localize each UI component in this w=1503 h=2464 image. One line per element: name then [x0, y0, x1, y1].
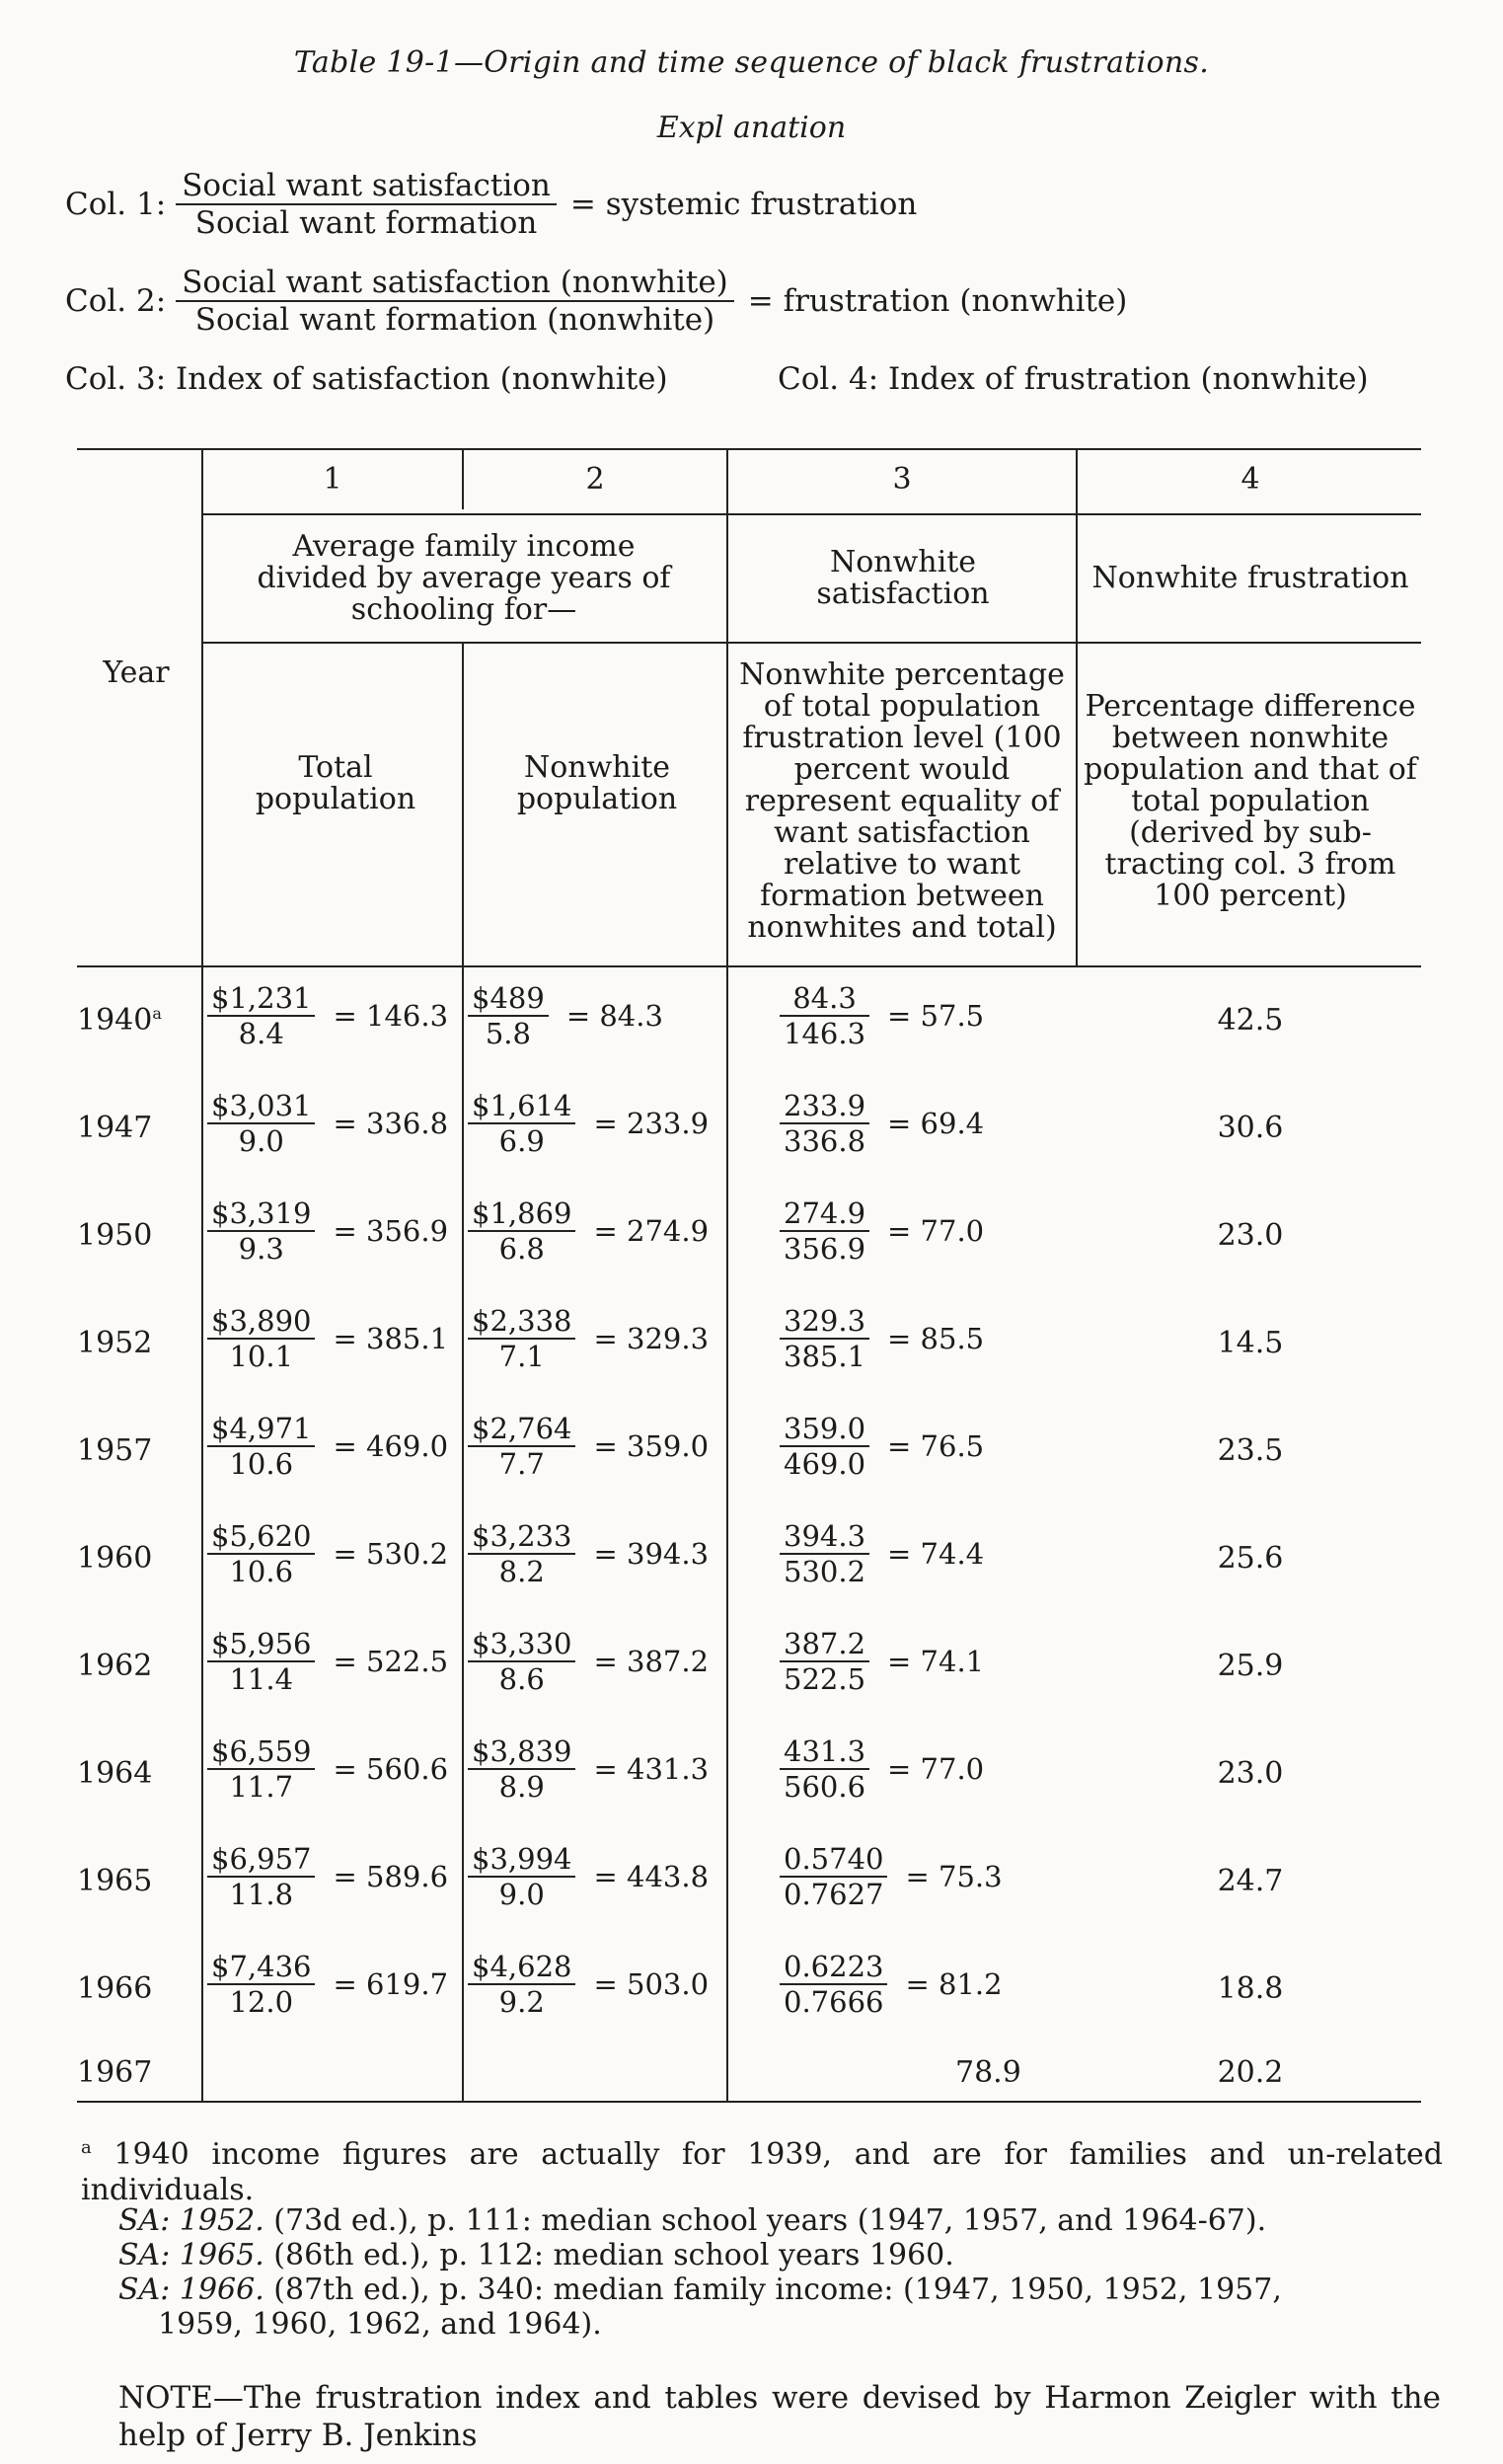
year-1967: 1967 [77, 2055, 153, 2090]
source-2 [118, 2238, 954, 2272]
col3-cell-numerator: 0.6223 [780, 1950, 887, 1985]
col3-cell-fraction [780, 981, 869, 1050]
col2-cell-numerator: $1,869 [468, 1196, 575, 1232]
col1-cell [207, 981, 448, 1050]
table-top-rule [77, 448, 1421, 450]
col1-cell-result: = 522.5 [333, 1645, 449, 1678]
col2-cell-fraction [468, 1196, 575, 1266]
header-year: Year [103, 655, 170, 690]
col2-cell-result: = 274.9 [593, 1214, 710, 1248]
col1-cell-fraction [207, 1734, 315, 1804]
explanation-col3: Col. 3: Index of satisfaction (nonwhite) [65, 361, 668, 397]
col3-cell-fraction [780, 1950, 887, 2019]
col3-cell-denominator: 0.7627 [784, 1878, 884, 1911]
col3-cell-denominator: 356.9 [784, 1232, 866, 1266]
source-3 [118, 2272, 1282, 2307]
col2-cell [468, 1734, 709, 1804]
col2-cell-result: = 387.2 [593, 1645, 710, 1678]
col3-cell-result: = 85.5 [887, 1322, 985, 1355]
source-1-text: (73d ed.), p. 111: median school years (1947, 1957, and 1964-67). [273, 2203, 1267, 2238]
col2-cell [468, 1089, 709, 1158]
col4-cell: 25.6 [1217, 1541, 1284, 1576]
col2-cell-denominator: 6.8 [498, 1232, 545, 1266]
col3-cell-numerator: 233.9 [780, 1089, 869, 1124]
col3-cell-result: = 57.5 [887, 999, 985, 1033]
col3-cell [780, 1842, 1003, 1911]
col2-cell-numerator: $489 [468, 981, 549, 1017]
col4-cell: 24.7 [1217, 1864, 1284, 1898]
year-value: 1952 [77, 1326, 153, 1360]
col3-cell-numerator: 274.9 [780, 1196, 869, 1232]
col3-cell-denominator: 560.6 [784, 1770, 866, 1804]
source-3-continued: 1959, 1960, 1962, and 1964). [158, 2307, 602, 2342]
col3-cell [780, 1519, 984, 1588]
col1-cell-numerator: $6,957 [207, 1842, 315, 1878]
col3-cell [780, 1734, 984, 1804]
source-2-text: (86th ed.), p. 112: median school years 1960. [273, 2238, 954, 2272]
col2-cell-fraction [468, 1089, 575, 1158]
footnote-a [81, 2130, 1443, 2208]
col2-cell-denominator: 6.9 [498, 1124, 545, 1158]
col1-cell-fraction [207, 1519, 315, 1588]
col2-cell [468, 1519, 709, 1588]
year-cell [77, 1218, 186, 1253]
col4-cell: 23.5 [1217, 1433, 1284, 1468]
source-3-text: (87th ed.), p. 340: median family income: (1947, 1950, 1952, 1957, [273, 2272, 1282, 2307]
col1-cell [207, 1734, 448, 1804]
col3-cell-denominator: 522.5 [784, 1662, 866, 1696]
col1-cell-numerator: $6,559 [207, 1734, 315, 1770]
source-2-ref: SA: 1965. [118, 2238, 264, 2272]
col3-cell-numerator: 359.0 [780, 1412, 869, 1447]
col1-cell-result: = 385.1 [333, 1322, 449, 1355]
note: NOTE—The frustration index and tables were devised by Harmon Zeigler with the help of Jerry B. Jenkins [118, 2380, 1441, 2453]
col3-cell-result: = 77.0 [887, 1214, 985, 1248]
col2-cell [468, 1196, 709, 1266]
col3-cell-denominator: 530.2 [784, 1555, 866, 1588]
col1-cell-denominator: 8.4 [238, 1017, 284, 1050]
col3-cell [780, 1304, 984, 1373]
col4-cell: 14.5 [1217, 1326, 1284, 1360]
col1-cell-denominator: 10.6 [229, 1447, 294, 1481]
col2-label: Col. 2: [65, 283, 167, 319]
col1-cell-denominator: 9.3 [238, 1232, 284, 1266]
year-value: 1964 [77, 1756, 153, 1791]
col3-cell-denominator: 146.3 [784, 1017, 866, 1050]
explanation-heading: Expl anation [656, 111, 847, 145]
col3-1967: 78.9 [955, 2055, 1021, 2090]
col2-result: = frustration (nonwhite) [747, 283, 1128, 319]
col2-cell-result: = 329.3 [593, 1322, 710, 1355]
col1-cell [207, 1196, 448, 1266]
source-3-ref: SA: 1966. [118, 2272, 264, 2307]
col1-cell-fraction [207, 1089, 315, 1158]
col3-cell [780, 981, 984, 1050]
col1-cell [207, 1519, 448, 1588]
col2-cell-numerator: $1,614 [468, 1089, 575, 1124]
col3-cell-fraction [780, 1089, 869, 1158]
explanation-col4: Col. 4: Index of frustration (nonwhite) [778, 361, 1369, 397]
year-cell [77, 1971, 186, 2006]
col1-cell [207, 1089, 448, 1158]
col4-cell: 25.9 [1217, 1649, 1284, 1683]
col3-cell-fraction [780, 1627, 869, 1696]
col1-cell-denominator: 12.0 [229, 1985, 294, 2019]
col2-cell-numerator: $3,233 [468, 1519, 575, 1555]
col1-denominator: Social want formation [194, 205, 538, 241]
footnote-a-mark: a [81, 2137, 92, 2158]
col1-cell-result: = 589.6 [333, 1860, 449, 1893]
col1-cell-denominator: 11.8 [229, 1878, 294, 1911]
col2-cell-fraction [468, 1412, 575, 1481]
col1-cell-numerator: $4,971 [207, 1412, 315, 1447]
col-number-4: 4 [1240, 462, 1260, 497]
col2-cell-result: = 503.0 [593, 1967, 710, 2001]
col2-cell-numerator: $4,628 [468, 1950, 575, 1985]
col3-cell-result: = 81.2 [905, 1967, 1003, 2001]
col2-cell-result: = 394.3 [593, 1537, 710, 1571]
table-colnum-rule [203, 513, 1421, 515]
col1-cell-result: = 336.8 [333, 1107, 449, 1140]
col3-cell-result: = 74.4 [887, 1537, 985, 1571]
col-number-3: 3 [892, 462, 912, 497]
col3-cell-denominator: 385.1 [784, 1340, 866, 1373]
col1-cell-fraction [207, 1196, 315, 1266]
year-cell [77, 1864, 186, 1898]
col2-denominator: Social want formation (nonwhite) [194, 302, 715, 338]
col2-cell-denominator: 8.6 [498, 1662, 545, 1696]
col1-fraction [176, 168, 557, 241]
col1-cell [207, 1950, 448, 2019]
col2-cell-denominator: 8.2 [498, 1555, 545, 1588]
col2-cell [468, 981, 663, 1050]
col1-cell-denominator: 9.0 [238, 1124, 284, 1158]
col1-cell-numerator: $3,031 [207, 1089, 315, 1124]
source-1 [118, 2203, 1266, 2238]
col1-cell-result: = 356.9 [333, 1214, 449, 1248]
col2-cell-denominator: 7.1 [498, 1340, 545, 1373]
table-header-bottom-rule [77, 965, 1421, 967]
year-value: 1957 [77, 1433, 153, 1468]
col1-cell-numerator: $1,231 [207, 981, 315, 1017]
col2-cell-numerator: $2,338 [468, 1304, 575, 1340]
year-cell [77, 1541, 186, 1576]
col1-cell [207, 1842, 448, 1911]
col2-cell-numerator: $3,839 [468, 1734, 575, 1770]
table-bottom-rule [77, 2101, 1421, 2103]
explanation-col2 [65, 265, 1127, 338]
year-cell [77, 1649, 186, 1683]
col1-cell-fraction [207, 1304, 315, 1373]
subheader-nonwhite-population: Nonwhite population [516, 750, 678, 816]
col3-cell-result: = 76.5 [887, 1429, 985, 1463]
col1-cell-fraction [207, 1950, 315, 2019]
col3-cell-result: = 74.1 [887, 1645, 985, 1678]
year-cell [77, 1433, 186, 1468]
year-cell [77, 1756, 186, 1791]
col1-cell-denominator: 11.4 [229, 1662, 294, 1696]
col2-cell-fraction [468, 1842, 575, 1911]
col3-cell-fraction [780, 1304, 869, 1373]
col2-cell-numerator: $2,764 [468, 1412, 575, 1447]
col1-cell-numerator: $3,319 [207, 1196, 315, 1232]
col2-cell [468, 1950, 709, 2019]
col1-cell [207, 1304, 448, 1373]
col1-cell-result: = 530.2 [333, 1537, 449, 1571]
footnote-mark: a [152, 1004, 162, 1023]
col3-cell-fraction [780, 1519, 869, 1588]
col1-cell-result: = 560.6 [333, 1752, 449, 1786]
col1-cell-fraction [207, 981, 315, 1050]
table-vline-year [201, 450, 203, 2101]
footnote-a-text: 1940 income figures are actually for 1939, and are for families and un-related individuals. [81, 2137, 1443, 2207]
year-value: 1950 [77, 1218, 153, 1253]
subheader-total-population: Total population [255, 750, 416, 816]
header-average-income: Average family income divided by average years of schooling for— [257, 529, 671, 627]
col2-cell [468, 1842, 709, 1911]
col1-cell [207, 1412, 448, 1481]
col3-cell-denominator: 336.8 [784, 1124, 866, 1158]
col-number-1: 1 [323, 462, 342, 497]
col3-cell-numerator: 387.2 [780, 1627, 869, 1662]
col3-cell-numerator: 431.3 [780, 1734, 869, 1770]
col3-cell-result: = 77.0 [887, 1752, 985, 1786]
col1-cell-numerator: $3,890 [207, 1304, 315, 1340]
col-number-2: 2 [585, 462, 605, 497]
table-vline-12 [462, 642, 464, 2101]
col3-cell-fraction [780, 1734, 869, 1804]
year-value: 1940 [77, 1003, 153, 1038]
col3-cell [780, 1627, 984, 1696]
col4-cell: 18.8 [1217, 1971, 1284, 2006]
col3-cell-numerator: 329.3 [780, 1304, 869, 1340]
col4-cell: 23.0 [1217, 1218, 1284, 1253]
col1-cell-denominator: 11.7 [229, 1770, 294, 1804]
header-nonwhite-satisfaction: Nonwhite satisfaction [816, 545, 990, 611]
col4-cell: 30.6 [1217, 1111, 1284, 1145]
col1-cell-fraction [207, 1627, 315, 1696]
year-cell [77, 1326, 186, 1360]
col2-cell-fraction [468, 981, 549, 1050]
col2-cell [468, 1627, 709, 1696]
col3-cell-result: = 69.4 [887, 1107, 985, 1140]
col1-cell [207, 1627, 448, 1696]
col1-cell-denominator: 10.1 [229, 1340, 294, 1373]
year-value: 1965 [77, 1864, 153, 1898]
col1-cell-numerator: $7,436 [207, 1950, 315, 1985]
col3-cell-numerator: 394.3 [780, 1519, 869, 1555]
col1-cell-fraction [207, 1842, 315, 1911]
col2-cell-fraction [468, 1519, 575, 1588]
col1-numerator: Social want satisfaction [176, 168, 557, 205]
table-title: Table 19-1—Origin and time sequence of black frustrations. [293, 45, 1210, 80]
col3-cell [780, 1950, 1003, 2019]
col2-numerator: Social want satisfaction (nonwhite) [176, 265, 734, 302]
col2-cell-fraction [468, 1627, 575, 1696]
col2-cell-numerator: $3,330 [468, 1627, 575, 1662]
col2-cell [468, 1304, 709, 1373]
col1-cell-result: = 146.3 [333, 999, 449, 1033]
col2-cell-result: = 443.8 [593, 1860, 710, 1893]
col3-cell-fraction [780, 1196, 869, 1266]
col1-cell-result: = 469.0 [333, 1429, 449, 1463]
col3-cell-fraction [780, 1842, 887, 1911]
subheader-percentage-difference: Percentage difference between nonwhite population and that of total population (derived by sub-tracting col. 3 from 100 percent) [1084, 689, 1417, 913]
col2-cell-denominator: 7.7 [498, 1447, 545, 1481]
col3-cell-denominator: 469.0 [784, 1447, 866, 1481]
col3-cell-numerator: 84.3 [780, 981, 869, 1017]
year-value: 1960 [77, 1541, 153, 1576]
col2-cell-result: = 233.9 [593, 1107, 710, 1140]
subheader-nonwhite-percentage: Nonwhite percentage of total population frustration level (100 percent would represent equality of want satisfaction relative to want formation between nonwhites and total) [739, 657, 1065, 945]
col2-cell-fraction [468, 1950, 575, 2019]
col2-fraction [176, 265, 734, 338]
col3-cell-fraction [780, 1412, 869, 1481]
year-cell [77, 1003, 186, 1038]
col1-cell-result: = 619.7 [333, 1967, 449, 2001]
col2-cell-denominator: 9.2 [498, 1985, 545, 2019]
col2-cell-result: = 359.0 [593, 1429, 710, 1463]
col3-cell [780, 1089, 984, 1158]
col2-cell-denominator: 9.0 [498, 1878, 545, 1911]
year-value: 1966 [77, 1971, 153, 2006]
col2-cell-fraction [468, 1304, 575, 1373]
col4-cell: 23.0 [1217, 1756, 1284, 1791]
year-cell [77, 1111, 186, 1145]
col1-cell-numerator: $5,956 [207, 1627, 315, 1662]
col3-cell-numerator: 0.5740 [780, 1842, 887, 1878]
col2-cell-numerator: $3,994 [468, 1842, 575, 1878]
col2-cell-denominator: 5.8 [485, 1017, 531, 1050]
col1-result: = systemic frustration [569, 187, 918, 222]
col2-cell-result: = 84.3 [565, 999, 663, 1033]
col3-cell-result: = 75.3 [905, 1860, 1003, 1893]
col2-cell-denominator: 8.9 [498, 1770, 545, 1804]
col2-cell-fraction [468, 1734, 575, 1804]
source-1-ref: SA: 1952. [118, 2203, 264, 2238]
col3-cell-denominator: 0.7666 [784, 1985, 884, 2019]
col1-label: Col. 1: [65, 187, 167, 222]
table-group-rule [203, 642, 1421, 644]
year-value: 1947 [77, 1111, 153, 1145]
col4-1967: 20.2 [1217, 2055, 1284, 2090]
col1-cell-numerator: $5,620 [207, 1519, 315, 1555]
explanation-col1 [65, 168, 917, 241]
col2-cell [468, 1412, 709, 1481]
col2-cell-result: = 431.3 [593, 1752, 710, 1786]
col1-cell-denominator: 10.6 [229, 1555, 294, 1588]
year-value: 1962 [77, 1649, 153, 1683]
col3-cell [780, 1412, 984, 1481]
col1-cell-fraction [207, 1412, 315, 1481]
header-nonwhite-frustration: Nonwhite frustration [1091, 561, 1409, 595]
col3-cell [780, 1196, 984, 1266]
col4-cell: 42.5 [1217, 1003, 1284, 1038]
